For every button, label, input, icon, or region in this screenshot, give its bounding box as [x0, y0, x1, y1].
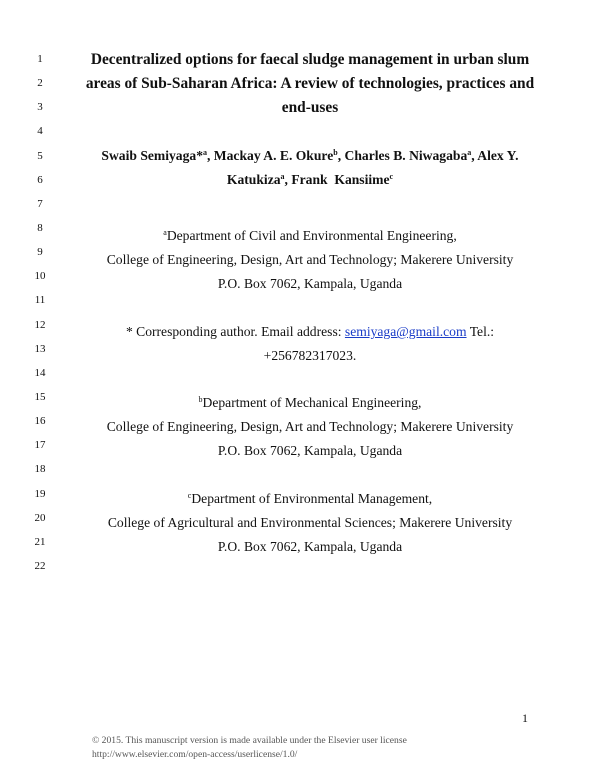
- line-number: 19: [34, 487, 46, 500]
- affiliation-b-college: College of Engineering, Design, Art and Technology; Makerere University: [106, 419, 514, 434]
- title-line-3: end-uses: [281, 99, 339, 116]
- affiliation-mark: c: [389, 172, 394, 181]
- affiliation-mark: a: [280, 172, 285, 181]
- corresponding-tel: +256782317023.: [263, 348, 357, 363]
- affiliation-mark: a: [467, 148, 472, 157]
- line-number: 6: [37, 173, 43, 186]
- affiliation-a-address: P.O. Box 7062, Kampala, Uganda: [217, 276, 403, 291]
- department: Department of Mechanical Engineering,: [202, 395, 422, 410]
- authors-line-1: [50, 148, 570, 164]
- affiliation-mark: b: [333, 148, 338, 157]
- affiliation-mark: b: [198, 395, 203, 404]
- affiliation-a-dept: [50, 228, 570, 244]
- author-name: Swaib Semiyaga*: [101, 148, 203, 163]
- line-number: 14: [34, 366, 46, 379]
- footer-license: © 2015. This manuscript version is made available under the Elsevier user license: [92, 735, 407, 746]
- affiliation-a-college: College of Engineering, Design, Art and Technology; Makerere University: [106, 252, 514, 267]
- line-number: 3: [37, 101, 43, 114]
- separator: ,: [471, 148, 478, 163]
- line-number: 21: [34, 535, 46, 548]
- corresponding-author: [50, 324, 570, 340]
- line-number: 8: [37, 221, 43, 234]
- affiliation-mark: a: [163, 228, 167, 237]
- affiliation-mark: c: [187, 491, 192, 500]
- line-number: 17: [34, 439, 46, 452]
- line-number: 5: [37, 149, 43, 162]
- affiliation-b-dept: [50, 395, 570, 411]
- line-number: 1: [37, 53, 43, 65]
- separator: ,: [337, 148, 345, 163]
- line-number: 18: [34, 463, 46, 476]
- title-line-1: Decentralized options for faecal sludge management in urban slum: [90, 51, 530, 68]
- department: Department of Environmental Management,: [191, 491, 433, 506]
- line-number: 2: [37, 77, 43, 90]
- line-number: 13: [34, 342, 46, 355]
- corresponding-label: * Corresponding author. Email address:: [125, 324, 345, 339]
- author-name: Mackay A. E. Okure: [213, 148, 334, 163]
- affiliation-b-address: P.O. Box 7062, Kampala, Uganda: [217, 443, 403, 458]
- affiliation-c-college: College of Agricultural and Environmental Sciences; Makerere University: [107, 515, 513, 530]
- authors-line-2: [50, 172, 570, 188]
- author-name: Alex Y.: [477, 148, 519, 163]
- separator: ,: [207, 148, 214, 163]
- separator: ,: [284, 172, 292, 187]
- line-number: 10: [34, 270, 46, 283]
- department: Department of Civil and Environmental Engineering,: [166, 228, 457, 243]
- title-line-2: areas of Sub-Saharan Africa: A review of technologies, practices and: [85, 75, 535, 92]
- line-number: 16: [34, 415, 46, 428]
- footer-url[interactable]: http://www.elsevier.com/open-access/userlicense/1.0/: [92, 749, 298, 760]
- author-name: Frank Kansiime: [291, 172, 390, 187]
- author-name: Charles B. Niwagaba: [344, 148, 468, 163]
- line-number: 12: [34, 318, 46, 331]
- author-name: Katukiza: [226, 172, 281, 187]
- affiliation-c-dept: [50, 491, 570, 507]
- email-link[interactable]: semiyaga@gmail.com: [344, 324, 467, 339]
- line-number: 15: [34, 390, 46, 403]
- page-number: 1: [522, 711, 528, 725]
- line-number: 22: [34, 559, 46, 572]
- affiliation-c-address: P.O. Box 7062, Kampala, Uganda: [217, 539, 403, 554]
- line-number: 11: [34, 294, 46, 307]
- line-number: 9: [37, 246, 43, 259]
- affiliation-mark: a: [203, 148, 207, 157]
- line-number: 4: [37, 125, 43, 138]
- line-number: 7: [37, 197, 43, 210]
- tel-label: Tel.:: [466, 324, 495, 339]
- line-number: 20: [34, 511, 46, 524]
